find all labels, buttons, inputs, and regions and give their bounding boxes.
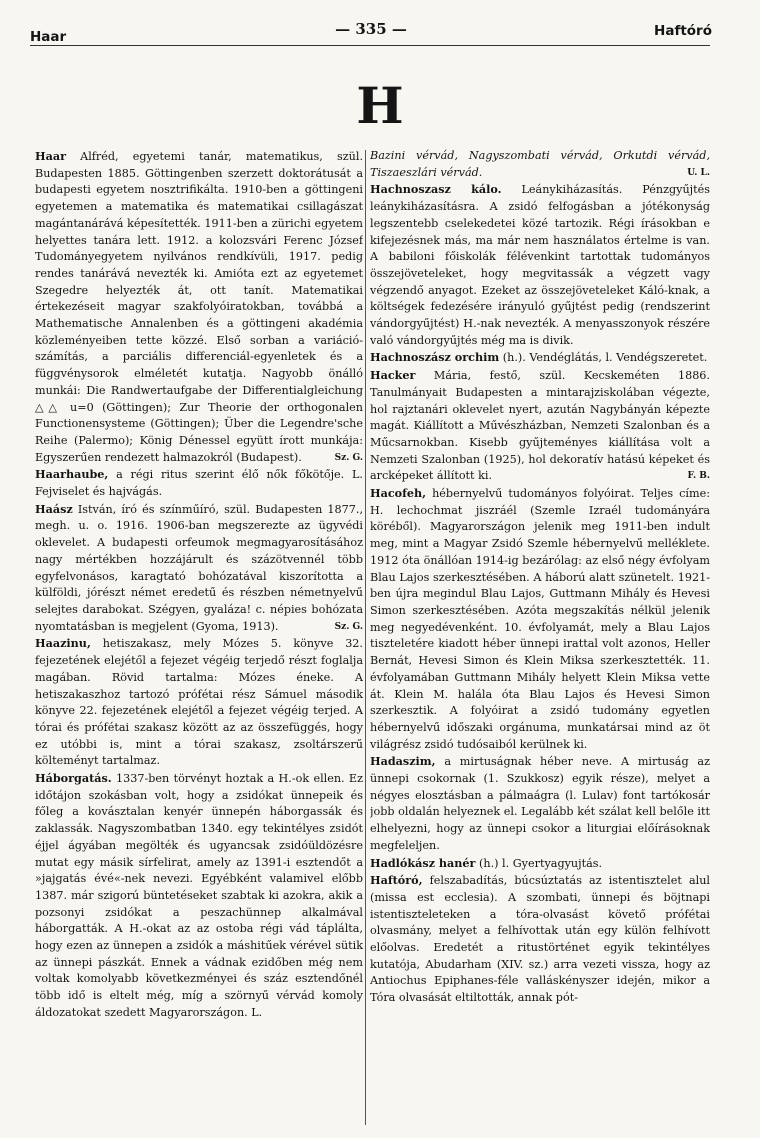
entry xyxy=(370,753,710,854)
header-right-word: Haftóró xyxy=(654,23,712,39)
entry-keyword: Háborgatás. xyxy=(35,771,112,786)
entry-keyword: Haász xyxy=(35,501,73,516)
entry-text: Mária, festő, szül. Kecskeméten 1886. Tanulmányait Budapesten a mintarajziskolában végezte, hol rajztanári oklevelet nyert, azután Nagybányán képezte magát. Kiállított a Művészházban, Nemzeti Szalonban és a Műcsarnokban. Kisebb gyűjteményes kiállítása volt a Nemzeti Szalonban (1925), hol dekoratív hatású képeket és arcképeket állított ki. xyxy=(370,369,710,483)
entry-signature: U. L. xyxy=(687,167,710,178)
entry xyxy=(370,855,710,873)
entry-signature: Sz. G. xyxy=(334,452,363,463)
section-letter: H xyxy=(356,76,404,135)
entry-text: a régi ritus szerint élő nők főkötője. L. Fejviselet és hajvágás. xyxy=(35,468,363,499)
entry-keyword: Haftóró, xyxy=(370,873,423,888)
entry-keyword: Hachnoszász orchim xyxy=(370,350,500,365)
header-left-word: Haar xyxy=(30,29,67,45)
entry-text: hébernyelvű tudományos folyóirat. Teljes címe: H. lechochmat jiszráél (Szemle Izraél tudományára köréből). Magyarországon jelenik meg 1911-ben indult meg, mint a Magyar Zsidó Szemle hébernyelvű melléklete. 1912 óta önállóan 1914-ig bezárólag: az első négy évfolyam Blau Lajos szerkesztésében. A háború alatt szünetelt. 1921-ben újra megindul Blau Lajos, Guttmann Mihály és Hevesi Simon szerkesztésében. Azóta megszakítás nélkül jelenik meg negyedévenként. 10. évfolyamát, mely a Blau Lajos tiszteletére kiadott héber ünnepi irattal volt azonos, Heller Bernát, Hevesi Simon és Klein Miksa szerkesztették. 11. évfolyamában Guttmann Mihály helyett Klein Miksa vette át. Klein M. halála óta Blau Lajos és Hevesi Simon szerkesztik. A folyóirat a zsidó tudomány egyetlen hébernyelvű időszaki orgánuma, munkatársai mind az öt világrész zsidó tudósaiból kerülnek ki. xyxy=(370,487,710,751)
entry xyxy=(370,872,710,1007)
left-column xyxy=(35,148,363,1128)
entry xyxy=(35,501,363,636)
entry xyxy=(370,181,710,349)
entry-text: felszabadítás, búcsúztatás az istentisztelet alul (missa est ecclesia). A szombati, ünnepi és böjtnapi istentiszteleteken a tóra-olvasást követő prófétai olvasmány, melyet a felhívottak után egy külön felhívott előolvas. Eredetét a ritustörténet egyik tekintélyes kutatója, Abudarham (XIV. sz.) arra vezeti vissza, hogy az Antiochus Epiphanes-féle valláskényszer idején, mikor a Tóra olvasását eltiltották, annak pót- xyxy=(370,874,710,1005)
entry-text: (h.). Vendéglátás, l. Vendégszeretet. xyxy=(499,351,708,365)
entry xyxy=(35,148,363,466)
entry-keyword: Hacker xyxy=(370,368,416,383)
entry xyxy=(370,349,710,367)
entry xyxy=(370,148,710,181)
entry-keyword: Hacofeh, xyxy=(370,486,427,501)
entry-keyword: Hadaszim, xyxy=(370,754,436,769)
entry-text: 1337-ben törvényt hoztak a H.-ok ellen. Ez időtájon szokásban volt, hogy a zsidókat ünnepeik és főleg a kovásztalan kenyér ünnepén háborgassák és zaklassák. Nagyszombatban 1340. egy tekintélyes zsidót éjjel ágyában megölték és ugyancsak zsidóüldözésre mutat egy másik sírfelirat, amely az 1391-i esztendőt a »jajgatás évé«-nek nevezi. Egyébként valamivel előbb 1387. már szigorú büntetéseket szabtak ki azokra, akik a pozsonyi zsidókat a peszachünnep alkalmával háborgatták. A H.-okat az az ostoba régi vád táplálta, hogy ezen az ünnepen a zsidók a máshitűek vérével sütik az ünnepi pászkát. Ennek a vádnak ezidőben még nem voltak komolyabb következményei és száz esztendőnél több idő is eltelt még, míg a szörnyű vérvád komoly áldozatokat szedett Magyarországon. L. xyxy=(35,772,363,1019)
entry-keyword: Haar xyxy=(35,149,66,163)
header-rule xyxy=(30,45,710,46)
entry xyxy=(35,466,363,500)
entry-text: a mirtuságnak héber neve. A mirtuság az ünnepi csokornak (1. Szukkosz) egyik része), melyet a négyes elosztásban a pálmaágra (l. Lulav) font tartókosár jobb oldalán helyeznek el. Legalább két szálat kell belőle itt elhelyezni, hogy az ünnepi csokor a liturgiai előírásoknak megfeleljen. xyxy=(370,755,710,852)
column-divider xyxy=(365,150,366,1125)
entry-keyword: Hadlókász hanér xyxy=(370,855,476,870)
entry-keyword: Hachnoszasz kálo. xyxy=(370,182,502,197)
entry-text: (h.) l. Gyertyagyujtás. xyxy=(475,856,603,870)
entry-text: Leánykiházasítás. Pénzgyűjtés leánykiházasításra. A zsidó felfogásban a jótékonyság legszentebb cselekedetei közé tartozik. Régi írásokban e kifejezésnek más, ma már nem használatos értelme is van. A babiloni főiskolák félévenkint tartottak tudományos összejöveteleket, hogy megvitassák a végzett vagy végzendő anyagot. Ezeket az összejöveteleket Káló-knak, a költségek fedezésére irányuló gyűjtést pedig (rendszerint vándorgyűjtést) H.-nak nevezték. A menyasszonyok részére való vándorgyűjtés még ma is divik. xyxy=(370,183,710,347)
entry xyxy=(35,635,363,770)
entry-text: Alfréd, egyetemi tanár, matematikus, szül. Budapesten 1885. Göttingenben szerzett doktorátusát a budapesti egyetem nosztrifikálta. 1910-ben a göttingeni egyetemen a matematika és matematikai csillagászat magántanárává képesítették. 1911-ben a zürichi egyetem helyettes tanára lett. 1912. a kolozsvári Ferenc József Tudományegyetem nyilvános rendkívüli, 1917. pedig rendes tanárává nevezték ki. Amióta ezt az egyetemet Szegedre helyezték át, ott tanít. Matematikai értekezéseit magyar szakfolyóiratokban, továbbá a Mathematische Annalenben és a göttingeni akadémia közleményeiben tette közzé. Első sorban a variáció-számítás, a parciális differenciál-egyenletek és a függvénysorok elméletét kutatja. Nagyobb önálló munkái: Die Randwertaufgabe der Differentialgleichung △△ u=0 (Göttingen); Zur Theorie der orthogonalen Functionensysteme (Göttingen); Über die Legendre'sche Reihe (Palermo); König Dénessel együtt írott munkája: Egyszerűen rendezett halmazokról (Budapest). xyxy=(35,150,363,464)
entry xyxy=(370,367,710,485)
entry-keyword: Haazinu, xyxy=(35,636,91,651)
entry-keyword: Haarhaube, xyxy=(35,467,109,482)
entry-text: hetiszakasz, mely Mózes 5. könyve 32. fejezetének elejétől a fejezet végéig terjedő részt foglalja magában. Rövid tartalma: Mózes éneke. A hetiszakaszhoz tartozó prófétai rész Sámuel második könyve 22. fejezetének elejétől a fejezet végéig terjed. A tórai és prófétai szakasz között az az összefüggés, hogy ez utóbbi is, mint a tórai szakasz, zsoltárszerű költeményt tartalmaz. xyxy=(35,637,363,768)
right-column xyxy=(370,148,710,1128)
entry-signature: F. B. xyxy=(687,471,710,482)
entry-text: István, író és színműíró, szül. Budapesten 1877., megh. u. o. 1916. 1906-ban megszerezte az ügyvédi oklevelet. A budapesti orfeumok megmagyarosításához nagy mértékben hozzájárult és százötvennél több egyfelvonásos, karagtató bohózatával kiszorította a külföldi, jórészt német eredetű és részben németnyelvű selejtes darabokat. Szégyen, gyaláza! c. népies bohózata nyomtatásban is megjelent (Gyoma, 1913). xyxy=(35,502,363,633)
entry-text: Bazini vérvád, Nagyszombati vérvád, Orkutdi vérvád, Tiszaeszlári vérvád. xyxy=(370,149,710,179)
entry xyxy=(370,485,710,753)
entry-signature: Sz. G. xyxy=(334,621,363,632)
entry xyxy=(35,770,363,1022)
page-number: — 335 — xyxy=(335,20,407,38)
